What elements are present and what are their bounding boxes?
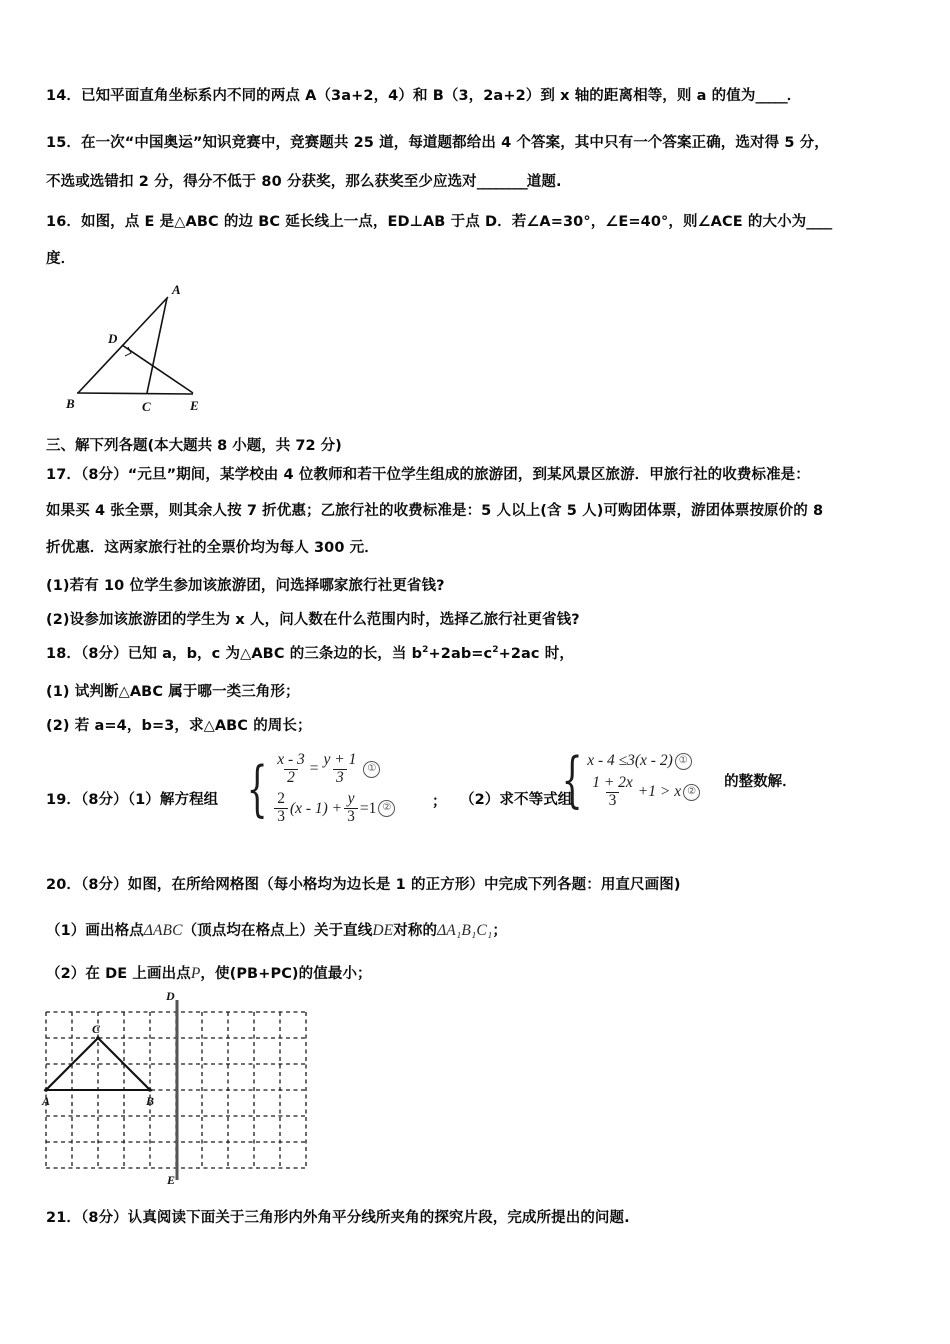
question-20-score: （8分） <box>80 877 128 893</box>
question-18-text-pre: 已知 a，b，c 为△ABC 的三条边的长，当 b <box>127 646 423 662</box>
triangle-label-D: D <box>108 331 118 346</box>
question-14-number: 14． <box>46 88 81 104</box>
question-19-part2-label: （2）求不等式组 <box>460 792 573 808</box>
inequality-2-tag: ② <box>683 784 700 801</box>
question-16-line2 <box>46 249 75 270</box>
equation-1-rhs-numerator: y + 1 <box>323 751 357 768</box>
question-16-text-line2: 度． <box>46 251 76 267</box>
equation-1-lhs-fraction <box>274 752 308 786</box>
question-16-blank: ____ <box>806 214 832 230</box>
question-15-blank: ________ <box>476 174 527 190</box>
question-15-text-line1: 在一次“中国奥运”知识竞赛中，竞赛题共 25 道，每道题都给出 4 个答案，其中只有一个答案正确，选对得 5 分， <box>80 135 829 151</box>
inequality-2 <box>587 775 700 809</box>
question-20-sub1 <box>46 920 507 942</box>
inequality-2-denominator: 3 <box>606 792 620 810</box>
question-18-sub2: (2) 若 a=4，b=3，求△ABC 的周长； <box>46 718 312 734</box>
question-18-text-post: +2ac 时， <box>498 646 574 662</box>
grid-label-B: B <box>146 1094 155 1108</box>
question-14 <box>46 86 801 107</box>
question-18-number: 18． <box>46 646 81 662</box>
question-20-sub2-text-b: ，使(PB+PC)的值最小； <box>200 966 372 982</box>
question-19-separator: ； <box>432 794 447 810</box>
question-20-triangle-a1b1c1: ΔA₁B₁C₁ <box>437 922 493 939</box>
question-20-number: 20． <box>46 877 81 893</box>
question-17-line3: 折优惠．这两家旅行社的全票价均为每人 300 元． <box>46 540 379 556</box>
grid-label-E: E <box>167 1173 176 1187</box>
grid-label-D: D <box>166 989 175 1003</box>
inequality-1-tag: ① <box>675 753 692 770</box>
question-14-blank: _____ <box>755 88 787 104</box>
question-16-number: 16． <box>46 214 81 230</box>
triangle-label-B: B <box>66 396 75 411</box>
inequality-1-text: x - 4 ≤3(x - 2) <box>587 752 673 769</box>
question-17-sub2: (2)设参加该旅游团的学生为 x 人，问人数在什么范围内时，选择乙旅行社更省钱? <box>46 612 580 628</box>
equation-1-lhs-numerator: x - 3 <box>277 751 305 768</box>
question-18-line1 <box>46 644 574 665</box>
question-17-text-line1: “元旦”期间，某学校由 4 位教师和若干位学生组成的旅游团，到某风景区旅游．甲旅行社的收费标准是： <box>127 467 810 483</box>
question-19-label <box>46 790 218 811</box>
question-20-sub2 <box>46 963 372 985</box>
question-18-score: （8分） <box>80 646 128 662</box>
question-17-line1 <box>46 465 810 486</box>
question-15-line2 <box>46 172 562 193</box>
grid-figure-q20 <box>35 988 365 1188</box>
question-18-text-mid: +2ab=c <box>428 646 493 662</box>
inequality-2-fraction <box>589 775 636 809</box>
equation-1 <box>272 752 395 786</box>
section-3-heading: 三、解下列各题(本大题共 8 小题，共 72 分) <box>46 438 342 454</box>
question-16-line1 <box>46 212 831 233</box>
question-20-sub2-text-a: （2）在 DE 上画出点 <box>46 966 191 982</box>
question-19-tail: 的整数解． <box>724 774 797 791</box>
question-20-sub1-text-b: （顶点均在格点上）关于直线 <box>182 923 373 939</box>
question-18-sub1: (1) 试判断△ABC 属于哪一类三角形； <box>46 684 300 700</box>
question-21-number: 21． <box>46 1210 81 1226</box>
inequality-1 <box>587 752 700 770</box>
question-14-text: 已知平面直角坐标系内不同的两点 A（3a+2，4）和 B（3，2a+2）到 x 轴的距离相等，则 a 的值为 <box>80 88 756 104</box>
question-20-triangle-abc: ΔABC <box>143 922 183 939</box>
equation-2-paren-term: (x - 1) + <box>289 799 343 817</box>
inequality-system <box>553 745 797 816</box>
question-15-line1 <box>46 133 829 154</box>
inequality-2-numerator: 1 + 2x <box>592 774 633 791</box>
equation-1-lhs-denominator: 2 <box>284 769 298 787</box>
question-14-period: ． <box>786 88 802 104</box>
equation-2-rest: =1 <box>359 799 377 817</box>
equation-2 <box>272 791 395 825</box>
question-20-text-line1: 如图，在所给网格图（每小格均为边长是 1 的正方形）中完成下列各题：用直尺画图) <box>127 877 681 893</box>
question-21-text: 认真阅读下面关于三角形内外角平分线所夹角的探究片段，完成所提出的问题. <box>127 1210 630 1226</box>
equation-2-y-denominator: 3 <box>344 808 358 826</box>
equation-2-coefficient-denominator: 3 <box>274 808 288 826</box>
question-16-text-line1: 如图，点 E 是△ABC 的边 BC 延长线上一点，ED⊥AB 于点 D．若∠A=30°，∠E=40°，则∠ACE 的大小为 <box>80 214 807 230</box>
question-19-number: 19． <box>46 792 81 808</box>
inequality-2-rest: +1 > x <box>637 783 682 801</box>
question-17-number: 17． <box>46 467 81 483</box>
question-20-line-de: DE <box>372 922 394 939</box>
triangle-label-C: C <box>142 399 151 414</box>
equation-system-brace: { <box>246 753 268 824</box>
equation-system <box>238 752 395 826</box>
equation-2-tag: ② <box>378 800 395 817</box>
question-18-exponent-1: 2 <box>422 645 429 656</box>
equation-2-y-numerator: y <box>347 790 355 808</box>
question-17-score: （8分） <box>80 467 128 483</box>
question-17-sub1: (1)若有 10 位学生参加该旅游团，问选择哪家旅行社更省钱? <box>46 578 445 594</box>
equation-2-y-fraction <box>344 791 358 825</box>
grid-label-C: C <box>92 1022 101 1036</box>
triangle-figure-q16 <box>50 280 250 420</box>
grid-label-A: A <box>42 1094 51 1108</box>
question-19-part1-label: （1）解方程组 <box>127 792 219 808</box>
equation-2-coefficient-numerator: 2 <box>277 790 285 808</box>
triangle-label-E: E <box>190 398 199 413</box>
question-15-text-line2: 不选或选错扣 2 分，得分不低于 80 分获奖，那么获奖至少应选对 <box>46 174 477 190</box>
question-20-sub1-text-a: （1）画出格点 <box>46 923 144 939</box>
question-20-line1 <box>46 875 681 896</box>
question-18-exponent-2: 2 <box>492 645 499 656</box>
inequality-system-brace: { <box>561 745 583 816</box>
question-15-text-line2-end: 道题. <box>526 174 562 190</box>
question-19-score: （8分） <box>80 792 128 808</box>
question-15-number: 15． <box>46 135 81 151</box>
question-20-point-p: P <box>190 965 201 982</box>
equation-1-equals: = <box>309 760 319 778</box>
question-17-line2: 如果买 4 张全票，则其余人按 7 折优惠；乙旅行社的收费标准是：5 人以上(含 5 人)可购团体票，游团体票按原价的 8 <box>46 503 824 519</box>
question-21-score: （8分） <box>80 1210 128 1226</box>
question-20-sub1-text-d: ； <box>492 923 507 939</box>
question-21 <box>46 1208 630 1229</box>
equation-2-coefficient-fraction <box>274 791 288 825</box>
equation-1-rhs-fraction <box>320 752 359 786</box>
equation-1-tag: ① <box>363 761 380 778</box>
triangle-label-A: A <box>172 282 181 297</box>
equation-1-rhs-denominator: 3 <box>333 769 347 787</box>
question-20-sub1-text-c: 对称的 <box>393 923 438 939</box>
